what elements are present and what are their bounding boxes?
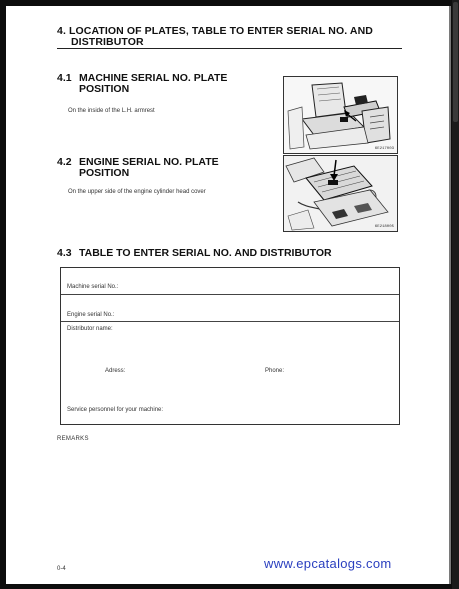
section-4-3-title-text: TABLE TO ENTER SERIAL NO. AND DISTRIBUTOR bbox=[79, 247, 332, 259]
armrest-figure bbox=[283, 76, 398, 154]
heading-underline bbox=[57, 48, 402, 49]
watermark-link: www.epcatalogs.com bbox=[264, 556, 392, 571]
section-4-1-text: On the inside of the L.H. armrest bbox=[68, 108, 155, 114]
document-page bbox=[6, 6, 449, 584]
section-4-1-title-line1: MACHINE SERIAL NO. PLATE bbox=[79, 72, 228, 84]
section-4-3-title bbox=[57, 248, 332, 259]
machine-serial-label: Machine serial No.: bbox=[67, 284, 119, 290]
section-4-2-text: On the upper side of the engine cylinder head cover bbox=[68, 189, 206, 195]
vertical-scrollbar[interactable] bbox=[452, 0, 459, 589]
section-4-2-title-line2: POSITION bbox=[79, 167, 130, 179]
section-4-1-title bbox=[57, 73, 227, 95]
service-personnel-label: Service personnel for your machine: bbox=[67, 407, 164, 413]
table-divider bbox=[61, 294, 399, 295]
scrollbar-thumb[interactable] bbox=[453, 2, 458, 122]
page-heading bbox=[57, 26, 402, 48]
phone-label: Phone: bbox=[265, 368, 285, 374]
page-heading-line2: DISTRIBUTOR bbox=[71, 36, 144, 48]
section-4-1-number: 4.1 bbox=[57, 72, 72, 84]
section-4-3-number: 4.3 bbox=[57, 247, 72, 259]
engine-illustration bbox=[284, 156, 397, 231]
engine-figure-code: 6E218005 bbox=[374, 225, 394, 229]
engine-serial-label: Engine serial No.: bbox=[67, 312, 115, 318]
armrest-figure-code: 6E217003 bbox=[374, 147, 394, 151]
engine-figure bbox=[283, 155, 398, 232]
page-number: 0-4 bbox=[57, 566, 66, 572]
section-4-1-title-line2: POSITION bbox=[79, 83, 130, 95]
serial-distributor-table bbox=[60, 267, 400, 425]
address-label: Adress: bbox=[105, 368, 126, 374]
distributor-name-label: Distributor name: bbox=[67, 326, 113, 332]
section-4-2-title-line1: ENGINE SERIAL NO. PLATE bbox=[79, 156, 219, 168]
section-4-2-number: 4.2 bbox=[57, 156, 72, 168]
remarks-label: REMARKS bbox=[57, 436, 89, 442]
page-heading-line1: 4. LOCATION OF PLATES, TABLE TO ENTER SERIAL NO. AND bbox=[57, 25, 373, 37]
table-divider bbox=[61, 321, 399, 322]
section-4-2-title bbox=[57, 157, 219, 179]
armrest-illustration bbox=[284, 77, 397, 153]
